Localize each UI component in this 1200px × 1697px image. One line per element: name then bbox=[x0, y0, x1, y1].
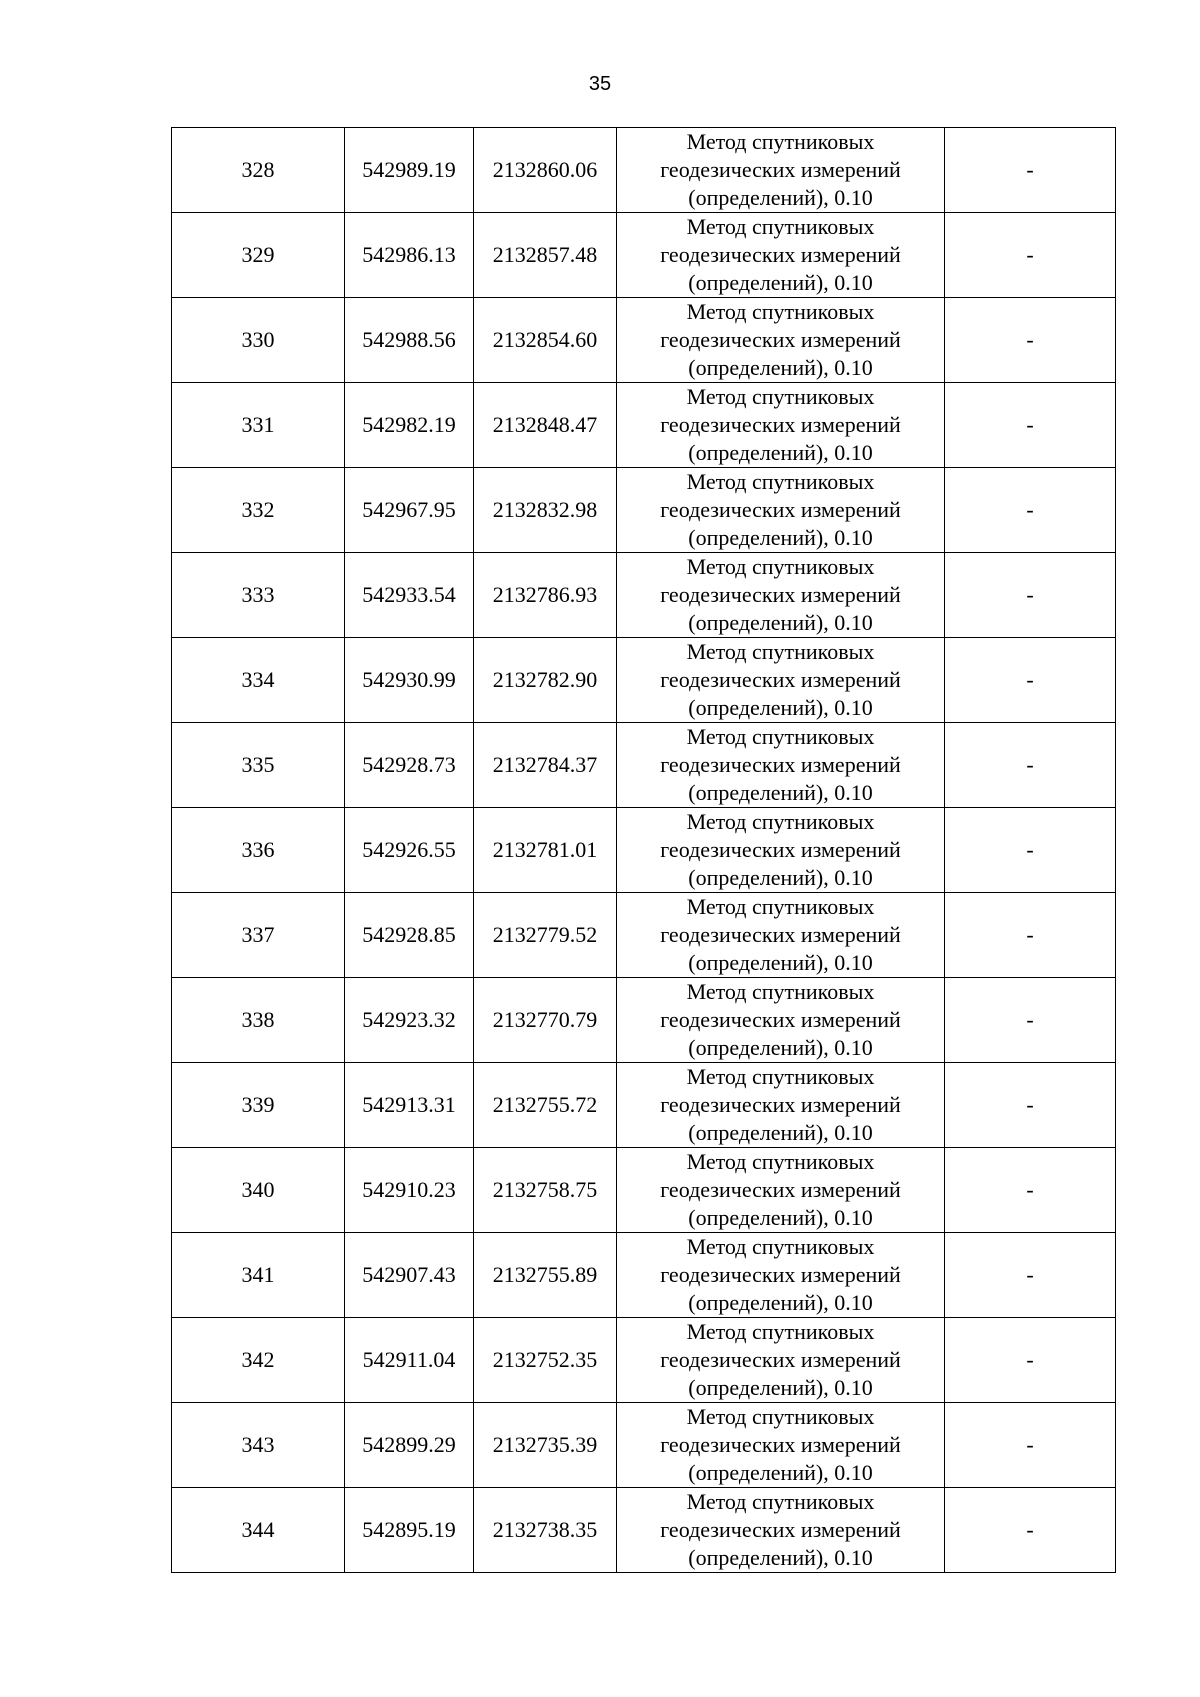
y-coordinate-cell: 2132860.06 bbox=[474, 128, 617, 213]
table-row bbox=[172, 1233, 1116, 1318]
note-cell: - bbox=[945, 383, 1116, 468]
point-number-cell: 343 bbox=[172, 1403, 345, 1488]
y-coordinate-cell: 2132848.47 bbox=[474, 383, 617, 468]
x-coordinate-cell: 542928.73 bbox=[345, 723, 474, 808]
method-text-line: геодезических измерений bbox=[660, 922, 901, 947]
note-cell: - bbox=[945, 808, 1116, 893]
method-cell bbox=[617, 893, 945, 978]
x-coordinate-cell: 542923.32 bbox=[345, 978, 474, 1063]
point-number-cell: 335 bbox=[172, 723, 345, 808]
y-coordinate-cell: 2132786.93 bbox=[474, 553, 617, 638]
method-cell bbox=[617, 1403, 945, 1488]
method-text-line: геодезических измерений bbox=[660, 1177, 901, 1202]
note-cell: - bbox=[945, 298, 1116, 383]
method-text-line: Метод спутниковых bbox=[686, 979, 875, 1004]
table-row bbox=[172, 298, 1116, 383]
x-coordinate-cell: 542926.55 bbox=[345, 808, 474, 893]
table-row bbox=[172, 978, 1116, 1063]
table-row bbox=[172, 723, 1116, 808]
y-coordinate-cell: 2132782.90 bbox=[474, 638, 617, 723]
x-coordinate-cell: 542967.95 bbox=[345, 468, 474, 553]
method-text-line: (определений), 0.10 bbox=[688, 1035, 873, 1060]
method-text-line: Метод спутниковых bbox=[686, 384, 875, 409]
method-text-line: Метод спутниковых bbox=[686, 1489, 875, 1514]
method-text-line: (определений), 0.10 bbox=[688, 695, 873, 720]
method-text-line: Метод спутниковых bbox=[686, 469, 875, 494]
method-text-line: геодезических измерений bbox=[660, 157, 901, 182]
x-coordinate-cell: 542988.56 bbox=[345, 298, 474, 383]
y-coordinate-cell: 2132735.39 bbox=[474, 1403, 617, 1488]
method-cell bbox=[617, 1233, 945, 1318]
method-text-line: Метод спутниковых bbox=[686, 724, 875, 749]
table-row bbox=[172, 213, 1116, 298]
x-coordinate-cell: 542910.23 bbox=[345, 1148, 474, 1233]
method-text-line: (определений), 0.10 bbox=[688, 780, 873, 805]
table-row bbox=[172, 893, 1116, 978]
point-number-cell: 336 bbox=[172, 808, 345, 893]
method-text-line: (определений), 0.10 bbox=[688, 865, 873, 890]
method-text-line: (определений), 0.10 bbox=[688, 1205, 873, 1230]
x-coordinate-cell: 542928.85 bbox=[345, 893, 474, 978]
x-coordinate-cell: 542933.54 bbox=[345, 553, 474, 638]
note-cell: - bbox=[945, 893, 1116, 978]
method-text-line: Метод спутниковых bbox=[686, 809, 875, 834]
note-cell: - bbox=[945, 468, 1116, 553]
x-coordinate-cell: 542895.19 bbox=[345, 1488, 474, 1573]
table-row bbox=[172, 383, 1116, 468]
note-cell: - bbox=[945, 553, 1116, 638]
method-text-line: геодезических измерений bbox=[660, 1092, 901, 1117]
point-number-cell: 337 bbox=[172, 893, 345, 978]
method-text-line: геодезических измерений bbox=[660, 1517, 901, 1542]
method-text-line: (определений), 0.10 bbox=[688, 1545, 873, 1570]
method-text-line: (определений), 0.10 bbox=[688, 270, 873, 295]
y-coordinate-cell: 2132758.75 bbox=[474, 1148, 617, 1233]
method-text-line: (определений), 0.10 bbox=[688, 185, 873, 210]
note-cell: - bbox=[945, 1233, 1116, 1318]
y-coordinate-cell: 2132781.01 bbox=[474, 808, 617, 893]
x-coordinate-cell: 542989.19 bbox=[345, 128, 474, 213]
method-cell bbox=[617, 213, 945, 298]
method-cell bbox=[617, 723, 945, 808]
point-number-cell: 331 bbox=[172, 383, 345, 468]
method-text-line: Метод спутниковых bbox=[686, 214, 875, 239]
method-cell bbox=[617, 1488, 945, 1573]
method-cell bbox=[617, 128, 945, 213]
note-cell: - bbox=[945, 1318, 1116, 1403]
method-text-line: геодезических измерений bbox=[660, 412, 901, 437]
point-number-cell: 344 bbox=[172, 1488, 345, 1573]
method-text-line: геодезических измерений bbox=[660, 837, 901, 862]
note-cell: - bbox=[945, 638, 1116, 723]
method-text-line: геодезических измерений bbox=[660, 667, 901, 692]
method-cell bbox=[617, 553, 945, 638]
method-text-line: Метод спутниковых bbox=[686, 554, 875, 579]
method-cell bbox=[617, 383, 945, 468]
y-coordinate-cell: 2132752.35 bbox=[474, 1318, 617, 1403]
method-cell bbox=[617, 298, 945, 383]
note-cell: - bbox=[945, 128, 1116, 213]
coordinates-table-body bbox=[172, 128, 1116, 1573]
method-text-line: (определений), 0.10 bbox=[688, 1460, 873, 1485]
point-number-cell: 329 bbox=[172, 213, 345, 298]
method-text-line: (определений), 0.10 bbox=[688, 525, 873, 550]
point-number-cell: 328 bbox=[172, 128, 345, 213]
table-row bbox=[172, 638, 1116, 723]
note-cell: - bbox=[945, 213, 1116, 298]
table-row bbox=[172, 1318, 1116, 1403]
table-row bbox=[172, 553, 1116, 638]
method-text-line: геодезических измерений bbox=[660, 1347, 901, 1372]
y-coordinate-cell: 2132784.37 bbox=[474, 723, 617, 808]
method-cell bbox=[617, 468, 945, 553]
method-text-line: (определений), 0.10 bbox=[688, 440, 873, 465]
method-text-line: геодезических измерений bbox=[660, 1262, 901, 1287]
point-number-cell: 330 bbox=[172, 298, 345, 383]
method-text-line: геодезических измерений bbox=[660, 242, 901, 267]
point-number-cell: 342 bbox=[172, 1318, 345, 1403]
x-coordinate-cell: 542907.43 bbox=[345, 1233, 474, 1318]
y-coordinate-cell: 2132832.98 bbox=[474, 468, 617, 553]
method-text-line: Метод спутниковых bbox=[686, 1149, 875, 1174]
x-coordinate-cell: 542899.29 bbox=[345, 1403, 474, 1488]
note-cell: - bbox=[945, 723, 1116, 808]
method-cell bbox=[617, 1318, 945, 1403]
method-cell bbox=[617, 1148, 945, 1233]
y-coordinate-cell: 2132854.60 bbox=[474, 298, 617, 383]
table-row bbox=[172, 808, 1116, 893]
method-text-line: Метод спутниковых bbox=[686, 1234, 875, 1259]
point-number-cell: 339 bbox=[172, 1063, 345, 1148]
method-text-line: геодезических измерений bbox=[660, 752, 901, 777]
x-coordinate-cell: 542982.19 bbox=[345, 383, 474, 468]
method-text-line: (определений), 0.10 bbox=[688, 355, 873, 380]
method-cell bbox=[617, 638, 945, 723]
note-cell: - bbox=[945, 1488, 1116, 1573]
method-text-line: геодезических измерений bbox=[660, 497, 901, 522]
note-cell: - bbox=[945, 1403, 1116, 1488]
point-number-cell: 334 bbox=[172, 638, 345, 723]
method-text-line: (определений), 0.10 bbox=[688, 950, 873, 975]
point-number-cell: 338 bbox=[172, 978, 345, 1063]
x-coordinate-cell: 542986.13 bbox=[345, 213, 474, 298]
coordinates-table bbox=[171, 127, 1116, 1573]
method-cell bbox=[617, 1063, 945, 1148]
x-coordinate-cell: 542911.04 bbox=[345, 1318, 474, 1403]
method-text-line: Метод спутниковых bbox=[686, 299, 875, 324]
method-text-line: Метод спутниковых bbox=[686, 1319, 875, 1344]
point-number-cell: 340 bbox=[172, 1148, 345, 1233]
point-number-cell: 332 bbox=[172, 468, 345, 553]
method-text-line: Метод спутниковых bbox=[686, 1404, 875, 1429]
note-cell: - bbox=[945, 1148, 1116, 1233]
method-text-line: геодезических измерений bbox=[660, 1007, 901, 1032]
method-text-line: (определений), 0.10 bbox=[688, 1120, 873, 1145]
point-number-cell: 341 bbox=[172, 1233, 345, 1318]
method-text-line: (определений), 0.10 bbox=[688, 1375, 873, 1400]
table-row bbox=[172, 468, 1116, 553]
method-cell bbox=[617, 978, 945, 1063]
y-coordinate-cell: 2132755.72 bbox=[474, 1063, 617, 1148]
x-coordinate-cell: 542930.99 bbox=[345, 638, 474, 723]
method-text-line: (определений), 0.10 bbox=[688, 1290, 873, 1315]
y-coordinate-cell: 2132738.35 bbox=[474, 1488, 617, 1573]
note-cell: - bbox=[945, 978, 1116, 1063]
x-coordinate-cell: 542913.31 bbox=[345, 1063, 474, 1148]
y-coordinate-cell: 2132770.79 bbox=[474, 978, 617, 1063]
y-coordinate-cell: 2132755.89 bbox=[474, 1233, 617, 1318]
table-row bbox=[172, 128, 1116, 213]
y-coordinate-cell: 2132857.48 bbox=[474, 213, 617, 298]
method-text-line: геодезических измерений bbox=[660, 327, 901, 352]
method-cell bbox=[617, 808, 945, 893]
method-text-line: (определений), 0.10 bbox=[688, 610, 873, 635]
note-cell: - bbox=[945, 1063, 1116, 1148]
table-row bbox=[172, 1488, 1116, 1573]
table-row bbox=[172, 1403, 1116, 1488]
table-row bbox=[172, 1063, 1116, 1148]
point-number-cell: 333 bbox=[172, 553, 345, 638]
method-text-line: Метод спутниковых bbox=[686, 129, 875, 154]
method-text-line: Метод спутниковых bbox=[686, 639, 875, 664]
method-text-line: Метод спутниковых bbox=[686, 1064, 875, 1089]
method-text-line: геодезических измерений bbox=[660, 1432, 901, 1457]
method-text-line: Метод спутниковых bbox=[686, 894, 875, 919]
page-number: 35 bbox=[588, 73, 612, 95]
y-coordinate-cell: 2132779.52 bbox=[474, 893, 617, 978]
method-text-line: геодезических измерений bbox=[660, 582, 901, 607]
table-row bbox=[172, 1148, 1116, 1233]
